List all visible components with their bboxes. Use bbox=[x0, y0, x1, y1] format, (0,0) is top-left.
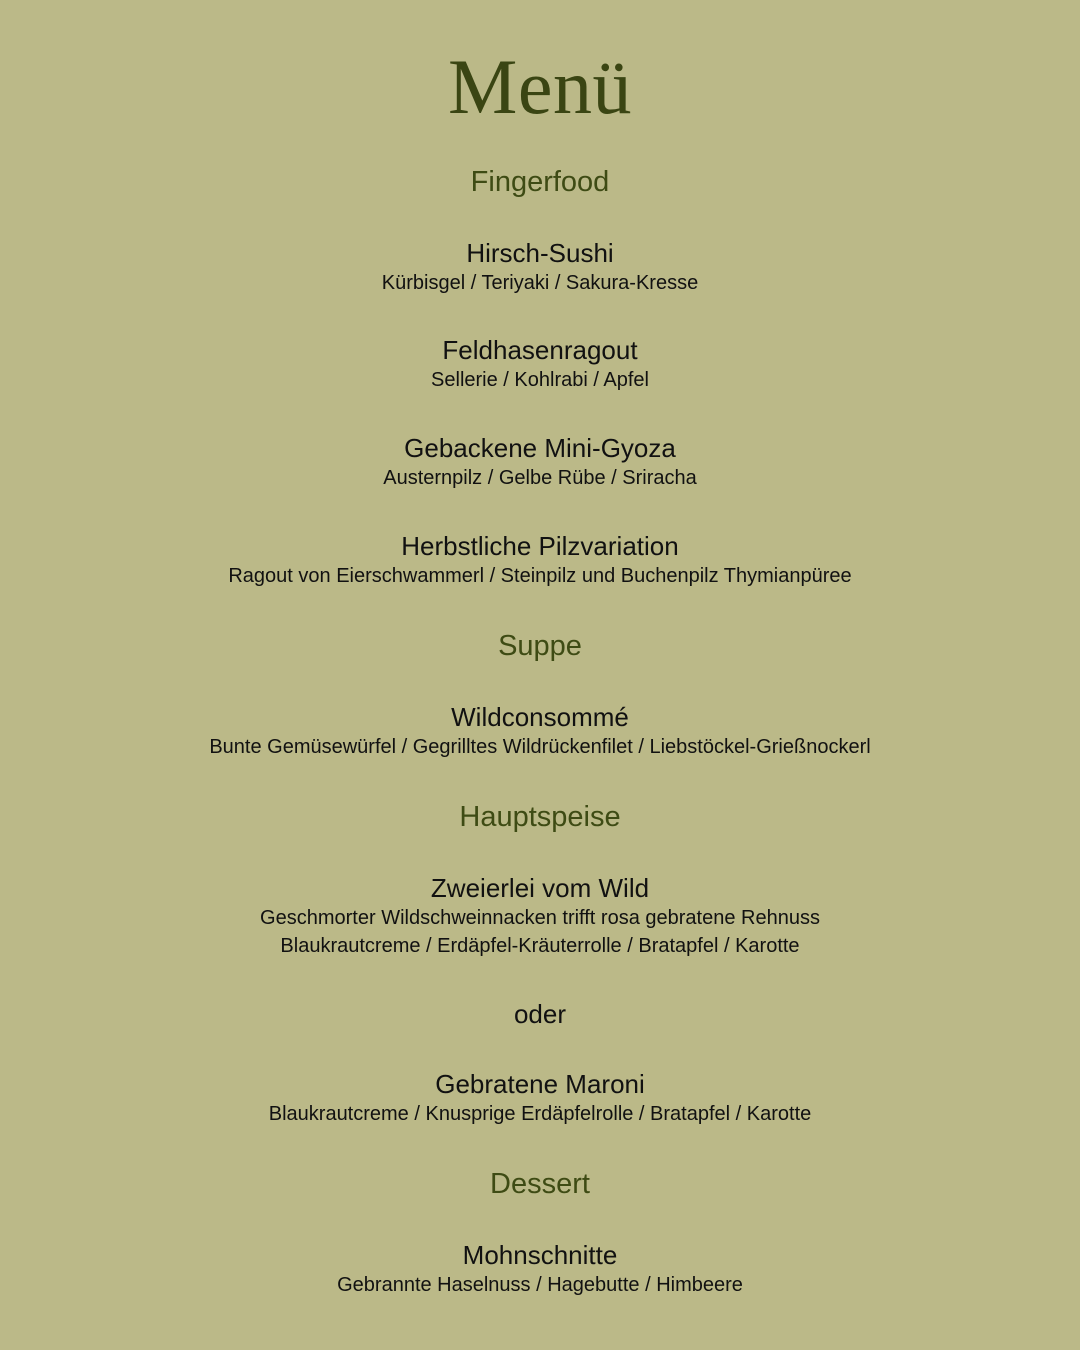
dish-description-zweierlei-vom-wild-line1: Geschmorter Wildschweinnacken trifft rosa gebratene Rehnuss bbox=[260, 907, 820, 929]
or-separator: oder bbox=[513, 999, 567, 1029]
dish-name-zweierlei-vom-wild: Zweierlei vom Wild bbox=[430, 873, 650, 903]
dish-description-hirsch-sushi: Kürbisgel / Teriyaki / Sakura-Kresse bbox=[381, 272, 699, 294]
dish-description-zweierlei-vom-wild-line2: Blaukrautcreme / Erdäpfel-Kräuterrolle / Bratapfel / Karotte bbox=[280, 935, 800, 957]
dish-name-feldhasenragout: Feldhasenragout bbox=[442, 335, 638, 365]
dish-name-wildconsomme: Wildconsommé bbox=[451, 702, 629, 732]
section-title-fingerfood: Fingerfood bbox=[470, 166, 610, 198]
dish-name-hirsch-sushi: Hirsch-Sushi bbox=[466, 238, 614, 268]
dish-name-gebratene-maroni: Gebratene Maroni bbox=[435, 1069, 645, 1099]
section-title-hauptspeise: Hauptspeise bbox=[459, 801, 621, 833]
section-title-suppe: Suppe bbox=[498, 630, 582, 662]
dish-name-herbstliche-pilzvariation: Herbstliche Pilzvariation bbox=[401, 531, 679, 561]
dish-description-gebackene-mini-gyoza: Austernpilz / Gelbe Rübe / Sriracha bbox=[383, 467, 697, 489]
dish-name-gebackene-mini-gyoza: Gebackene Mini-Gyoza bbox=[404, 433, 676, 463]
dish-description-gebratene-maroni: Blaukrautcreme / Knusprige Erdäpfelrolle / Bratapfel / Karotte bbox=[268, 1103, 812, 1125]
dish-description-wildconsomme: Bunte Gemüsewürfel / Gegrilltes Wildrückenfilet / Liebstöckel-Grießnockerl bbox=[209, 736, 871, 758]
dish-description-mohnschnitte: Gebrannte Haselnuss / Hagebutte / Himbeere bbox=[337, 1274, 743, 1296]
dish-description-feldhasenragout: Sellerie / Kohlrabi / Apfel bbox=[431, 369, 649, 391]
menu-title: Menü bbox=[448, 43, 632, 130]
dish-description-herbstliche-pilzvariation: Ragout von Eierschwammerl / Steinpilz und Buchenpilz Thymianpüree bbox=[228, 565, 852, 587]
dish-name-mohnschnitte: Mohnschnitte bbox=[462, 1240, 618, 1270]
section-title-dessert: Dessert bbox=[490, 1168, 590, 1200]
